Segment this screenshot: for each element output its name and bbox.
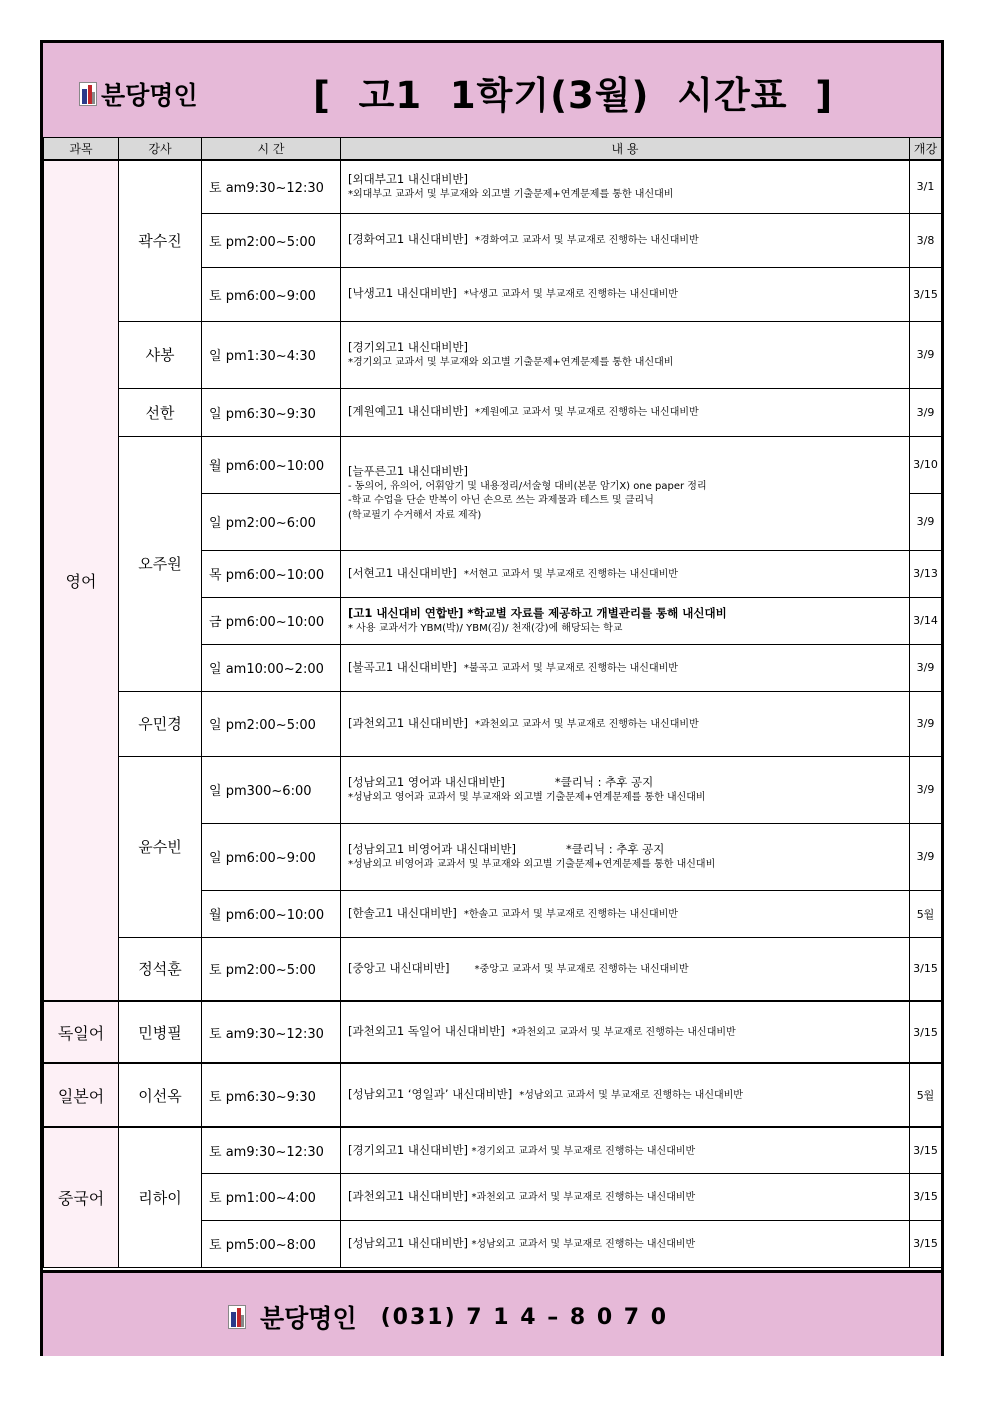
column-header-row bbox=[44, 138, 942, 161]
start-date-cell: 3/9 bbox=[910, 644, 942, 691]
content-cell bbox=[341, 644, 910, 691]
course-desc: *성남외고 교과서 및 부교재로 진행하는 내신대비반 bbox=[519, 1090, 743, 1102]
teacher-cell: 정석훈 bbox=[119, 937, 202, 1001]
time-cell: 일 pm6:00~9:00 bbox=[202, 823, 341, 890]
content-cell bbox=[341, 436, 910, 550]
course-title: [성남외고1 내신대비반] bbox=[348, 1235, 468, 1250]
course-desc: *낙생고 교과서 및 부교재로 진행하는 내신대비반 bbox=[463, 289, 678, 301]
course-title: [성남외고1 비영어과 내신대비반] bbox=[348, 841, 517, 856]
teacher-cell: 오주원 bbox=[119, 436, 202, 691]
course-title: [외대부고1 내신대비반] bbox=[348, 172, 468, 187]
course-desc: *경기외고 교과서 및 부교재와 외고별 기출문제+연계문제를 통한 내신대비 bbox=[348, 356, 674, 368]
time-cell: 토 am9:30~12:30 bbox=[202, 160, 341, 213]
content-cell bbox=[341, 321, 910, 388]
course-desc: *경화여고 교과서 및 부교재로 진행하는 내신대비반 bbox=[474, 235, 699, 247]
course-title: [경기외고1 내신대비반] bbox=[348, 339, 468, 354]
brand bbox=[79, 76, 198, 112]
course-title: [불곡고1 내신대비반] bbox=[348, 659, 457, 674]
course-desc: (학교필기 수거해서 자료 제작) bbox=[348, 509, 482, 521]
course-desc: *경기외고 교과서 및 부교재로 진행하는 내신대비반 bbox=[471, 1145, 696, 1157]
start-date-cell: 3/10 bbox=[910, 436, 942, 493]
subject-cell: 독일어 bbox=[44, 1001, 119, 1063]
course-title: [과천외고1 내신대비반] bbox=[348, 1188, 468, 1203]
course-desc: *과천외고 교과서 및 부교재로 진행하는 내신대비반 bbox=[511, 1027, 736, 1039]
start-date-cell: 3/15 bbox=[910, 1001, 942, 1063]
teacher-cell: 샤봉 bbox=[119, 321, 202, 388]
content-cell bbox=[341, 1173, 910, 1220]
time-cell: 토 pm2:00~5:00 bbox=[202, 937, 341, 1001]
time-cell: 일 pm2:00~5:00 bbox=[202, 691, 341, 756]
teacher-cell: 민병필 bbox=[119, 1001, 202, 1063]
start-date-cell: 3/15 bbox=[910, 267, 942, 321]
clinic-note: *클리닉 : 추후 공지 bbox=[566, 841, 665, 856]
subject-cell: 영어 bbox=[44, 160, 119, 1001]
start-date-cell: 3/9 bbox=[910, 691, 942, 756]
column-header-teacher: 강사 bbox=[119, 138, 202, 161]
start-date-cell: 3/15 bbox=[910, 937, 942, 1001]
table-row bbox=[44, 1127, 942, 1173]
time-cell: 목 pm6:00~10:00 bbox=[202, 550, 341, 597]
course-title: [고1 내신대비 연합반] *학교별 자료를 제공하고 개별관리를 통해 내신대비 bbox=[348, 605, 727, 620]
academy-logo-icon bbox=[228, 1305, 246, 1329]
course-title: [경화여고1 내신대비반] bbox=[348, 232, 468, 247]
start-date-cell: 3/14 bbox=[910, 597, 942, 644]
time-cell: 토 pm6:00~9:00 bbox=[202, 267, 341, 321]
subject-cell: 중국어 bbox=[44, 1127, 119, 1267]
column-header-subject: 과목 bbox=[44, 138, 119, 161]
course-desc: *성남외고 영어과 교과서 및 부교재와 외고별 기출문제+연계문제를 통한 내신대비 bbox=[348, 791, 706, 803]
content-cell bbox=[341, 890, 910, 937]
content-cell bbox=[341, 388, 910, 436]
table-row bbox=[44, 1001, 942, 1063]
timetable-sheet bbox=[40, 40, 944, 1356]
time-cell: 일 pm300~6:00 bbox=[202, 756, 341, 823]
subject-cell: 일본어 bbox=[44, 1063, 119, 1127]
time-cell: 토 pm1:00~4:00 bbox=[202, 1173, 341, 1220]
start-date-cell: 3/15 bbox=[910, 1220, 942, 1267]
time-cell: 토 pm5:00~8:00 bbox=[202, 1220, 341, 1267]
time-cell: 월 pm6:00~10:00 bbox=[202, 890, 341, 937]
content-cell bbox=[341, 550, 910, 597]
table-row bbox=[44, 756, 942, 823]
time-cell: 일 pm2:00~6:00 bbox=[202, 493, 341, 550]
content-cell bbox=[341, 160, 910, 213]
column-header-content: 내 용 bbox=[341, 138, 910, 161]
time-cell: 토 am9:30~12:30 bbox=[202, 1001, 341, 1063]
phone-number: (031) 7 1 4 – 8 0 7 0 bbox=[380, 1304, 669, 1330]
course-title: [늘푸른고1 내신대비반] bbox=[348, 463, 468, 478]
course-desc: *서현고 교과서 및 부교재로 진행하는 내신대비반 bbox=[463, 568, 678, 580]
course-desc: *불곡고 교과서 및 부교재로 진행하는 내신대비반 bbox=[463, 662, 678, 674]
content-cell bbox=[341, 756, 910, 823]
start-date-cell: 5월 bbox=[910, 890, 942, 937]
course-desc: *성남외고 교과서 및 부교재로 진행하는 내신대비반 bbox=[471, 1238, 696, 1250]
time-cell: 토 am9:30~12:30 bbox=[202, 1127, 341, 1173]
teacher-cell: 이선옥 bbox=[119, 1063, 202, 1127]
course-desc: *성남외고 비영어과 교과서 및 부교재와 외고별 기출문제+연계문제를 통한 내신대비 bbox=[348, 858, 716, 870]
column-header-start: 개강 bbox=[910, 138, 942, 161]
course-title: [과천외고1 독일어 내신대비반] bbox=[348, 1024, 505, 1039]
table-row bbox=[44, 436, 942, 493]
start-date-cell: 3/1 bbox=[910, 160, 942, 213]
content-cell bbox=[341, 1127, 910, 1173]
time-cell: 토 pm2:00~5:00 bbox=[202, 213, 341, 267]
column-header-time: 시 간 bbox=[202, 138, 341, 161]
content-cell bbox=[341, 213, 910, 267]
course-title: [서현고1 내신대비반] bbox=[348, 565, 457, 580]
page-title: [ 고1 1학기(3월) 시간표 ] bbox=[313, 74, 834, 117]
course-desc: *과천외고 교과서 및 부교재로 진행하는 내신대비반 bbox=[474, 718, 699, 730]
teacher-cell: 리하이 bbox=[119, 1127, 202, 1267]
footer-brand-name: 분당명인 bbox=[260, 1304, 357, 1333]
table-row bbox=[44, 937, 942, 1001]
content-cell bbox=[341, 267, 910, 321]
brand-name: 분당명인 bbox=[101, 81, 198, 110]
time-cell: 금 pm6:00~10:00 bbox=[202, 597, 341, 644]
header-banner bbox=[43, 43, 941, 140]
course-desc: - 동의어, 유의어, 어휘암기 및 내용정리/서술형 대비(본문 암기X) one paper 정리 bbox=[348, 480, 707, 492]
start-date-cell: 3/15 bbox=[910, 1127, 942, 1173]
course-desc: *과천외고 교과서 및 부교재로 진행하는 내신대비반 bbox=[471, 1191, 696, 1203]
clinic-note: *클리닉 : 추후 공지 bbox=[554, 774, 654, 789]
content-cell bbox=[341, 823, 910, 890]
course-desc: *외대부고 교과서 및 부교재와 외고별 기출문제+연계문제를 통한 내신대비 bbox=[348, 188, 674, 200]
course-title: [성남외고1 ‘영일과’ 내신대비반] bbox=[348, 1087, 513, 1102]
course-desc: *중앙고 교과서 및 부교재로 진행하는 내신대비반 bbox=[474, 964, 689, 975]
teacher-cell: 선한 bbox=[119, 388, 202, 436]
teacher-cell: 윤수빈 bbox=[119, 756, 202, 937]
content-cell bbox=[341, 691, 910, 756]
table-row bbox=[44, 1063, 942, 1127]
time-cell: 토 pm6:30~9:30 bbox=[202, 1063, 341, 1127]
course-desc: -학교 수업을 단순 반복이 아닌 손으로 쓰는 과제물과 테스트 및 클리닉 bbox=[348, 495, 654, 507]
time-cell: 일 am10:00~2:00 bbox=[202, 644, 341, 691]
time-cell: 월 pm6:00~10:00 bbox=[202, 436, 341, 493]
course-title: [성남외고1 영어과 내신대비반] bbox=[348, 774, 505, 789]
teacher-cell: 우민경 bbox=[119, 691, 202, 756]
timetable bbox=[43, 137, 942, 1268]
course-title: [한솔고1 내신대비반] bbox=[348, 905, 457, 920]
time-cell: 일 pm6:30~9:30 bbox=[202, 388, 341, 436]
content-cell bbox=[341, 1001, 910, 1063]
footer-banner bbox=[43, 1270, 941, 1356]
teacher-cell: 곽수진 bbox=[119, 160, 202, 321]
content-cell bbox=[341, 937, 910, 1001]
course-title: [경기외고1 내신대비반] bbox=[348, 1142, 468, 1157]
table-row bbox=[44, 160, 942, 213]
course-title: [과천외고1 내신대비반] bbox=[348, 715, 468, 730]
course-title: [낙생고1 내신대비반] bbox=[348, 286, 457, 301]
table-row bbox=[44, 321, 942, 388]
course-desc: *한솔고 교과서 및 부교재로 진행하는 내신대비반 bbox=[463, 908, 678, 920]
table-row bbox=[44, 388, 942, 436]
academy-logo-icon bbox=[79, 82, 97, 106]
start-date-cell: 3/13 bbox=[910, 550, 942, 597]
content-cell bbox=[341, 597, 910, 644]
course-title: [중앙고 내신대비반] bbox=[348, 961, 450, 975]
start-date-cell: 5월 bbox=[910, 1063, 942, 1127]
content-cell bbox=[341, 1063, 910, 1127]
table-row bbox=[44, 691, 942, 756]
start-date-cell: 3/8 bbox=[910, 213, 942, 267]
course-desc: * 사용 교과서가 YBM(박)/ YBM(김)/ 천재(강)에 해당되는 학교 bbox=[348, 622, 623, 634]
footer-contact bbox=[228, 1299, 668, 1335]
start-date-cell: 3/15 bbox=[910, 1173, 942, 1220]
start-date-cell: 3/9 bbox=[910, 388, 942, 436]
start-date-cell: 3/9 bbox=[910, 493, 942, 550]
start-date-cell: 3/9 bbox=[910, 321, 942, 388]
start-date-cell: 3/9 bbox=[910, 756, 942, 823]
course-title: [계원예고1 내신대비반] bbox=[348, 404, 468, 419]
time-cell: 일 pm1:30~4:30 bbox=[202, 321, 341, 388]
course-desc: *계원예고 교과서 및 부교재로 진행하는 내신대비반 bbox=[474, 407, 699, 419]
content-cell bbox=[341, 1220, 910, 1267]
start-date-cell: 3/9 bbox=[910, 823, 942, 890]
